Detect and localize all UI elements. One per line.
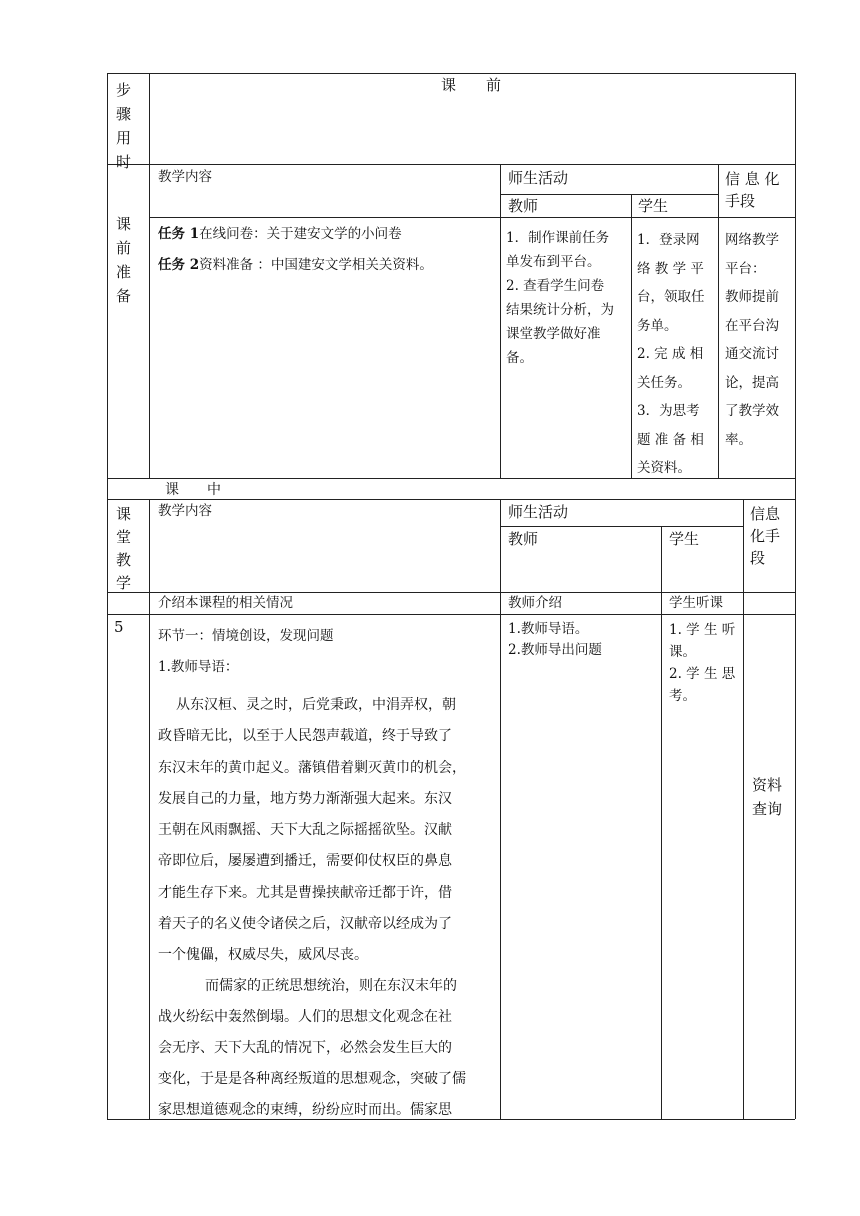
teacher-activity-before <box>506 226 630 370</box>
header-step-time: 步骤用时 <box>116 81 132 171</box>
task-1-label: 任务 1 <box>158 226 200 242</box>
paragraph-line: 从东汉桓、灵之时，后党秉政，中涓弄权，朝 <box>176 697 456 713</box>
column-divider <box>631 194 632 478</box>
student-header-during: 学生 <box>669 530 700 548</box>
column-divider <box>661 526 662 1119</box>
row-divider <box>149 217 795 218</box>
column-divider <box>718 164 719 478</box>
intro-content: 介绍本课程的相关情况 <box>158 595 293 611</box>
student-activity-line: 务单。 <box>637 317 678 334</box>
column-divider <box>149 499 150 1119</box>
student-activity-line: 考。 <box>669 688 696 704</box>
row-divider <box>107 592 795 593</box>
row-divider <box>107 164 795 165</box>
paragraph-line: 帝即位后，屡屡遭到播迁，需要仰仗权臣的鼻息 <box>158 853 452 870</box>
step-time: 5 <box>114 618 124 636</box>
student-activity-line: 2. 完 成 相 <box>637 346 704 362</box>
section-title-before: 课 前 <box>441 76 502 94</box>
row-divider <box>500 194 718 195</box>
row-divider <box>107 499 795 500</box>
section-title-during: 课 中 <box>165 482 221 498</box>
means-during <box>752 773 792 821</box>
paragraph-line: 战火纷纭中轰然倒塌。人们的思想文化观念在社 <box>158 1009 452 1025</box>
student-activity-line: 台，领取任 <box>637 289 705 305</box>
student-activity-line: 络 教 学 平 <box>637 260 704 277</box>
teacher-activity-line: 1.教师导语。 <box>508 621 589 637</box>
row-label-during: 课堂教学 <box>116 505 132 592</box>
student-header: 学生 <box>638 197 669 215</box>
student-activity-line: 3．为思考 <box>637 403 700 419</box>
teacher-activity-line: 备。 <box>506 350 533 366</box>
means-line: 在平台沟 <box>725 317 779 334</box>
task-1-text: 在线问卷：关于建安文学的小问卷 <box>199 226 402 242</box>
intro-paragraph-2 <box>158 971 498 1126</box>
teacher-activity-line: 2. 查看学生问卷 <box>506 278 605 294</box>
student-activity-before <box>637 226 717 483</box>
student-activity-line: 关任务。 <box>637 374 691 391</box>
teacher-activity-line: 结果统计分析，为 <box>506 302 614 318</box>
means-header-during: 信息化手段 <box>750 505 781 567</box>
intro-student: 学生听课 <box>669 595 723 611</box>
teacher-activity-line: 2.教师导出问题 <box>508 642 602 658</box>
column-divider <box>500 499 501 1119</box>
row-divider <box>500 526 743 527</box>
table-border-top <box>107 73 795 74</box>
teacher-header-during: 教师 <box>508 530 539 548</box>
means-line: 了教学效 <box>725 403 779 419</box>
task-2-label: 任务 2 <box>158 257 200 273</box>
intro-paragraph-1 <box>158 690 498 972</box>
means-line: 查询 <box>752 800 783 818</box>
row-label-before: 课前准备 <box>116 215 132 305</box>
means-line: 网络教学 <box>725 232 779 248</box>
paragraph-line: 一个傀儡，权威尽失，威风尽丧。 <box>158 947 368 964</box>
means-line: 教师提前 <box>725 289 779 305</box>
means-before <box>725 226 793 454</box>
paragraph-line: 着天子的名义使令诸侯之后，汉献帝以经成为了 <box>158 916 452 933</box>
column-divider <box>149 73 150 478</box>
activity-header: 师生活动 <box>508 169 569 187</box>
content-header-during: 教学内容 <box>158 503 212 519</box>
column-divider <box>743 499 744 1119</box>
paragraph-line: 会无序、天下大乱的情况下，必然会发生巨大的 <box>158 1040 452 1056</box>
row-divider <box>107 614 795 615</box>
means-header: 信 息 化手段 <box>725 170 780 210</box>
student-activity-line: 1．登录网 <box>637 232 700 248</box>
means-line: 通交流讨 <box>725 346 779 362</box>
section-heading: 环节一：情境创设，发现问题 <box>158 628 334 644</box>
student-activity-line: 课。 <box>669 644 696 660</box>
task-2 <box>158 259 433 273</box>
content-header: 教学内容 <box>158 169 212 185</box>
student-activity-line: 题 准 备 相 <box>637 431 704 448</box>
task-2-text: 资料准备 ：中国建安文学相关关资料。 <box>199 257 433 273</box>
task-1 <box>158 228 402 242</box>
paragraph-line: 家思想道德观念的束缚，纷纷应时而出。儒家思 <box>158 1102 452 1118</box>
student-activity-during <box>669 619 741 707</box>
paragraph-line: 才能生存下来。尤其是曹操挟献帝迁都于许，借 <box>158 884 452 901</box>
paragraph-line: 发展自己的力量，地方势力渐渐强大起来。东汉 <box>158 790 452 807</box>
table-border-right <box>795 73 796 1119</box>
teacher-activity-line: 单发布到平台。 <box>506 254 601 270</box>
means-line: 论，提高 <box>725 374 779 391</box>
paragraph-line: 而儒家的正统思想统治，则在东汉末年的 <box>205 978 457 994</box>
teacher-activity-during <box>508 619 658 661</box>
teacher-activity-line: 课堂教学做好准 <box>506 326 601 342</box>
student-activity-line: 1. 学 生 听 <box>669 622 736 638</box>
guide-label: 1.教师导语： <box>158 659 239 675</box>
student-activity-line: 关资料。 <box>637 460 691 476</box>
paragraph-line: 王朝在风雨飘摇、天下大乱之际摇摇欲坠。汉献 <box>158 822 452 839</box>
table-border-left <box>107 73 108 1119</box>
student-activity-line: 2. 学 生 思 <box>669 666 736 682</box>
activity-header-during: 师生活动 <box>508 503 569 521</box>
means-line: 资料 <box>752 776 783 794</box>
paragraph-line: 东汉末年的黄巾起义。藩镇借着剿灭黄巾的机会， <box>158 759 466 776</box>
paragraph-line: 政昏暗无比，以至于人民怨声载道，终于导致了 <box>158 728 452 745</box>
intro-teacher: 教师介绍 <box>508 595 562 611</box>
means-line: 平台： <box>725 260 766 277</box>
column-divider <box>500 164 501 478</box>
paragraph-line: 变化，于是是各种离经叛道的思想观念，突破了儒 <box>158 1071 466 1087</box>
means-line: 率。 <box>725 431 752 448</box>
teacher-activity-line: 1．制作课前任务 <box>506 230 610 246</box>
teacher-header: 教师 <box>508 197 539 215</box>
